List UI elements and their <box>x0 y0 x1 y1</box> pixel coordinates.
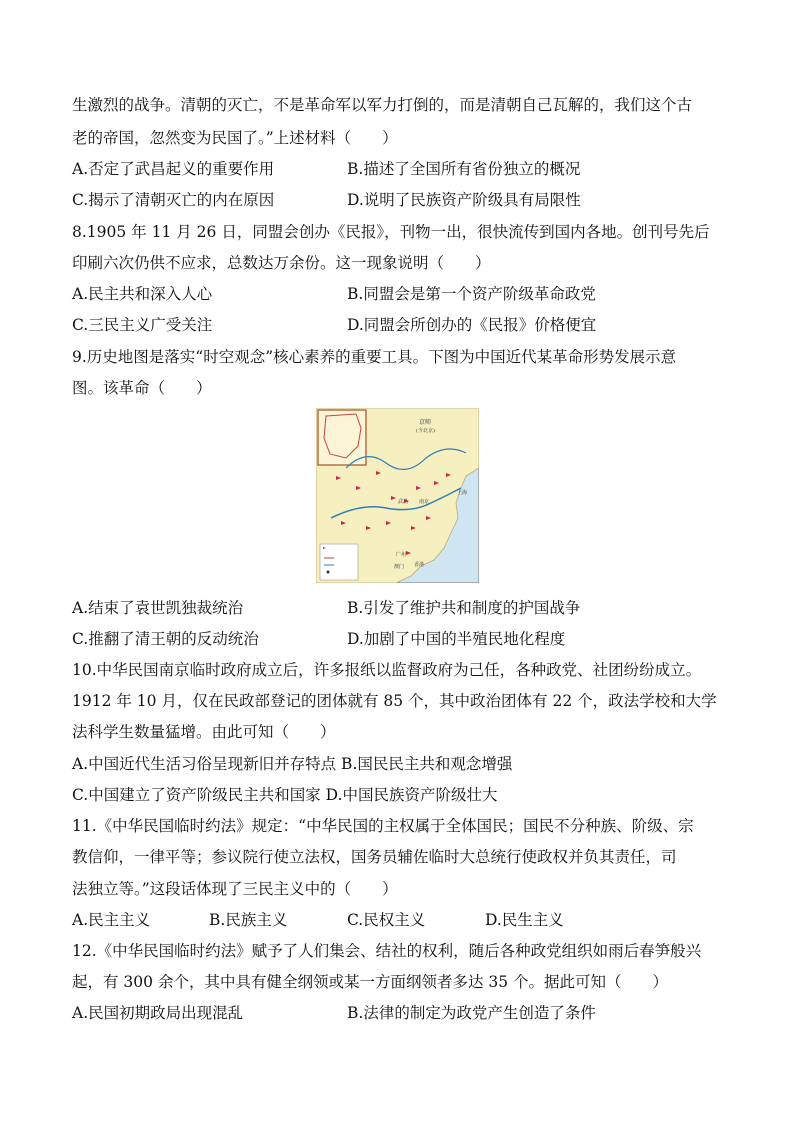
label-wuchang: 武昌 <box>398 499 409 505</box>
label-guangzhou: 广州 <box>396 552 407 558</box>
label-nanjing: 南京 <box>419 499 430 505</box>
label-shanghai: 上海 <box>457 490 468 496</box>
q9-stem-line2: 图。该革命（ ） <box>72 379 212 397</box>
q7-option-b: B.描述了全国所有省份独立的概况 <box>347 160 581 178</box>
q9-option-b: B.引发了维护共和制度的护国战争 <box>347 599 581 617</box>
q11-option-d: D.民生主义 <box>485 911 564 929</box>
q9-option-c: C.推翻了清王朝的反动统治 <box>72 630 259 648</box>
q11-stem-line1: 11.《中华民国临时约法》规定：“中华民国的主权属于全体国民；国民不分种族、阶级、宗 <box>72 817 694 835</box>
q10-option-ab: A.中国近代生活习俗呈现新旧并存特点 B.国民民主共和观念增强 <box>72 755 513 773</box>
q8-option-d: D.同盟会所创办的《民报》价格便宜 <box>347 316 597 334</box>
q12-stem-line1: 12.《中华民国临时约法》赋予了人们集会、结社的权利，随后各种政党组织如雨后春笋般兴 <box>72 942 702 960</box>
q7-option-a: A.否定了武昌起义的重要作用 <box>72 160 275 178</box>
q11-stem-line3: 法独立等。”这段话体现了三民主义中的（ ） <box>72 880 398 898</box>
q8-option-row1 <box>72 284 596 304</box>
q8-stem-line1: 8.1905 年 11 月 26 日，同盟会创办《民报》，刊物一出，很快流传到国内各地。创刊号先后 <box>72 223 710 241</box>
q7-option-d: D.说明了民族资产阶级具有局限性 <box>347 191 581 209</box>
q11-option-row <box>72 910 564 930</box>
q10-option-cd: C.中国建立了资产阶级民主共和国家 D.中国民族资产阶级壮大 <box>72 786 498 804</box>
q12-option-a: A.民国初期政局出现混乱 <box>72 1004 244 1022</box>
label-hongkong: 香港 <box>414 562 425 568</box>
q8-option-c: C.三民主义广受关注 <box>72 316 213 334</box>
q9-option-d: D.加剧了中国的半殖民地化程度 <box>347 630 566 648</box>
q8-option-row2 <box>72 315 597 335</box>
q11-option-a: A.民主主义 <box>72 911 151 929</box>
label-beijing-sub: (今北京) <box>416 428 435 434</box>
legend-city-dot <box>327 571 330 574</box>
label-macau: 澳门 <box>394 564 405 570</box>
label-beijing: 京师 <box>419 419 432 426</box>
q8-option-a: A.民主共和深入人心 <box>72 285 213 303</box>
q9-stem-line1: 9.历史地图是落实“时空观念”核心素养的重要工具。下图为中国近代某革命形势发展示意 <box>72 348 677 366</box>
q10-stem-line3: 法科学生数量猛增。由此可知（ ） <box>72 723 336 741</box>
revolution-map <box>316 408 479 583</box>
q10-stem-line1: 10.中华民国南京临时政府成立后，许多报纸以监督政府为己任，各种政党、社团纷纷成立。 <box>72 661 702 679</box>
q9-option-a: A.结束了袁世凯独裁统治 <box>72 599 244 617</box>
q7-stem-line1: 生激烈的战争。清朝的灭亡，不是革命军以军力打倒的，而是清朝自己瓦解的，我们这个古 <box>72 96 693 114</box>
map-legend <box>320 544 358 580</box>
q11-option-c: C.民权主义 <box>347 911 426 929</box>
q10-stem-line2: 1912 年 10 月，仅在民政部登记的团体就有 85 个，其中政治团体有 22 个，政法学校和大学 <box>72 692 717 710</box>
q12-option-b: B.法律的制定为政党产生创造了条件 <box>347 1004 596 1022</box>
q8-stem-line2: 印刷六次仍供不应求，总数达万余份。这一现象说明（ ） <box>72 254 491 272</box>
q12-option-row1 <box>72 1003 596 1023</box>
q7-option-row1 <box>72 159 581 179</box>
q8-option-b: B.同盟会是第一个资产阶级革命政党 <box>347 285 596 303</box>
q7-option-c: C.揭示了清朝灭亡的内在原因 <box>72 191 275 209</box>
q11-option-b: B.民族主义 <box>209 911 288 929</box>
q9-option-row1 <box>72 598 581 618</box>
q11-stem-line2: 教信仰，一律平等；参议院行使立法权，国务员辅佐临时大总统行使政权并负其责任，司 <box>72 848 677 866</box>
q7-option-row2 <box>72 190 581 210</box>
q7-stem-line2: 老的帝国，忽然变为民国了。”上述材料（ ） <box>72 129 398 147</box>
q12-stem-line2: 起，有 300 余个，其中具有健全纲领或某一方面纲领者多达 35 个。据此可知（ ） <box>72 973 669 991</box>
q9-option-row2 <box>72 629 566 649</box>
